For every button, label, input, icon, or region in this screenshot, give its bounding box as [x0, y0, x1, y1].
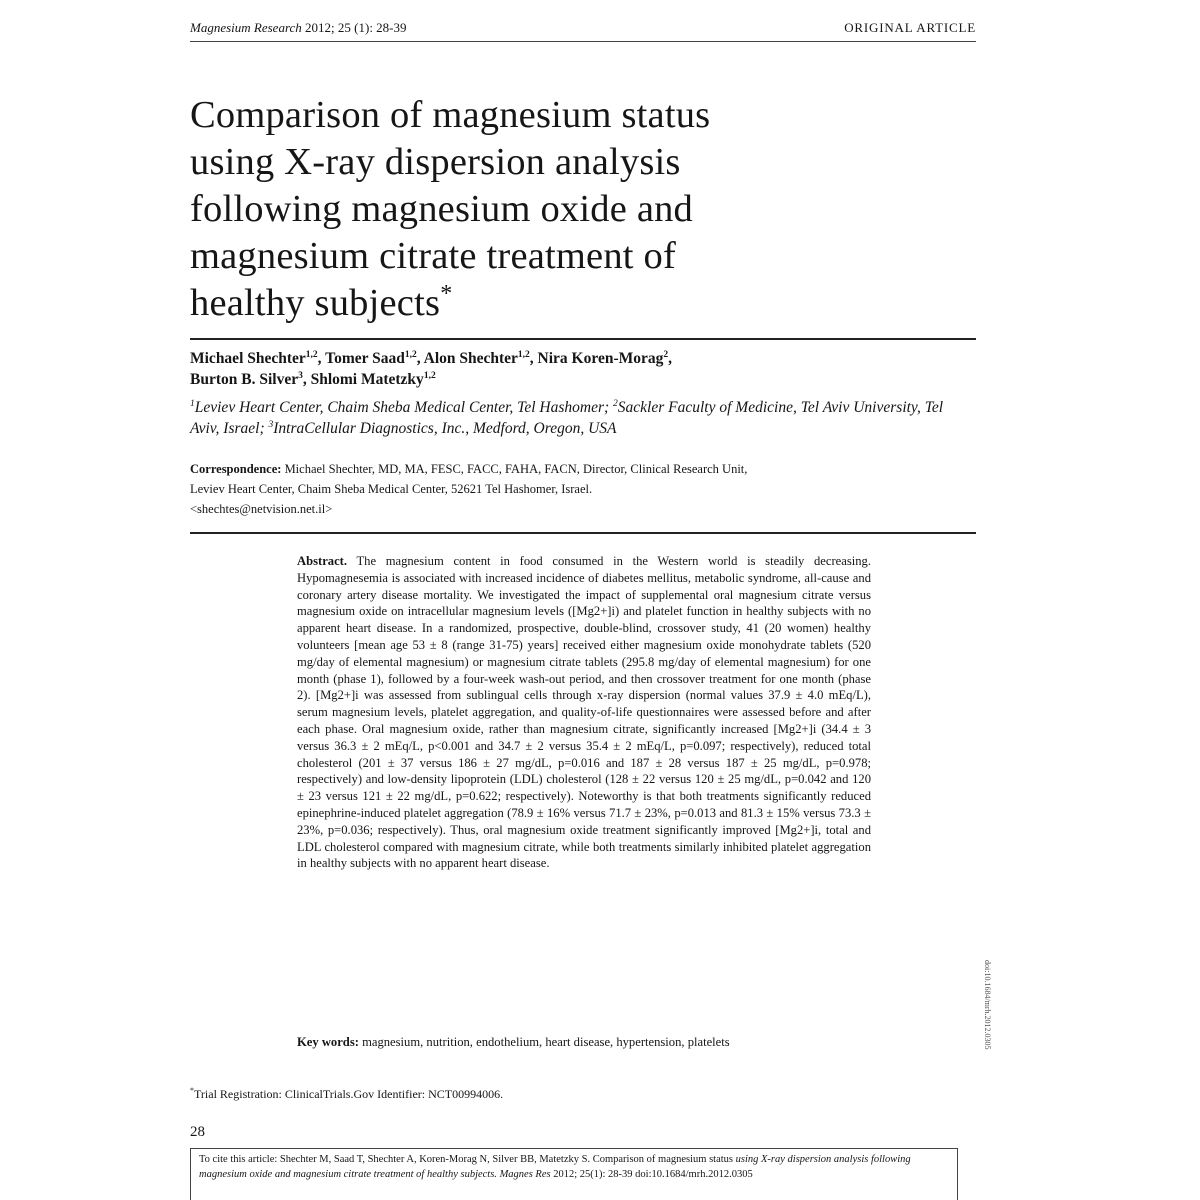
title-divider	[190, 338, 976, 340]
journal-citation	[190, 17, 407, 39]
affiliation-number: 1	[190, 399, 195, 409]
affiliation-text: IntraCellular Diagnostics, Inc., Medford, Oregon, USA	[273, 420, 617, 437]
affiliation-number: 2	[613, 399, 618, 409]
keywords-label: Key words:	[297, 1035, 359, 1049]
author-name: Nira Koren-Morag	[537, 350, 664, 367]
abstract	[297, 553, 871, 872]
author-separator: ,	[317, 350, 326, 367]
title-footnote-marker: *	[440, 281, 453, 307]
header-divider	[190, 41, 976, 42]
author-separator: ,	[416, 350, 424, 367]
author-affiliation: 3	[298, 371, 303, 381]
correspondence-email[interactable]: <shechtes@netvision.net.il>	[190, 502, 333, 516]
author-affiliation: 2	[663, 350, 669, 360]
keywords	[297, 1034, 871, 1051]
keywords-text: magnesium, nutrition, endothelium, heart disease, hypertension, platelets	[358, 1035, 730, 1049]
affiliations	[190, 397, 976, 439]
abstract-text: The magnesium content in food consumed in the Western world is steadily decreasing. Hypomagnesemia is associated with increased incidence of diabetes mellitus, metabolic syndrome, all-cause and coronary artery disease mortality. We investigated the impact of supplemental oral magnesium citrate versus magnesium oxide on intracellular magnesium levels ([Mg2+]i) and platelet function in healthy subjects with no apparent heart disease. In a randomized, prospective, double-blind, crossover study, 41 (20 women) healthy volunteers [mean age 53 ± 8 (range 31-75) years] received either magnesium oxide monohydrate tablets (520 mg/day of elemental magnesium) or magnesium citrate tablets (295.8 mg/day of elemental magnesium) for one month (phase 1), followed by a four-week wash-out period, and then crossover treatment for one month (phase 2). [Mg2+]i was assessed from sublingual cells through x-ray dispersion (normal values 37.9 ± 4.0 mEq/L), serum magnesium levels, platelet aggregation, and quality-of-life questionnaires were assessed before and after each phase. Oral magnesium oxide, rather than magnesium citrate, significantly increased [Mg2+]i (34.4 ± 3 versus 36.3 ± 2 mEq/L, p<0.001 and 34.7 ± 2 versus 35.4 ± 2 mEq/L, p=0.097; respectively), reduced total cholesterol (201 ± 37 versus 186 ± 27 mg/dL, p=0.016 and 187 ± 28 versus 187 ± 25 mg/dL, p=0.978; respectively) and low-density lipoprotein (LDL) cholesterol (128 ± 22 versus 120 ± 25 mg/dL, p=0.042 and 120 ± 23 versus 121 ± 22 mg/dL, p=0.622; respectively). Noteworthy is that both treatments significantly reduced epinephrine-induced platelet aggregation (78.9 ± 16% versus 71.7 ± 23%, p=0.013 and 81.3 ± 15% versus 73.3 ± 23%, p=0.036; respectively). Thus, oral magnesium oxide treatment significantly improved [Mg2+]i, total and LDL cholesterol compared with magnesium citrate, while both treatments similarly inhibited platelet aggregation in healthy subjects with no apparent heart disease.	[297, 554, 871, 871]
author-affiliation: 1,2	[423, 371, 436, 381]
author-separator: ,	[668, 350, 673, 367]
citation-title: using X-ray dispersion analysis following magnesium oxide and magnesium citrate treatment of healthy subjects.	[199, 1154, 911, 1180]
author-affiliation: 1,2	[517, 350, 530, 360]
article-title	[190, 92, 950, 327]
citation-journal: Magnes Res	[496, 1169, 551, 1180]
abstract-label: Abstract.	[297, 554, 348, 568]
journal-issue: 2012; 25 (1): 28-39	[305, 20, 407, 35]
citation-details: 2012; 25(1): 28-39 doi:10.1684/mrh.2012.0305	[550, 1169, 753, 1180]
author-list	[190, 348, 976, 390]
running-head	[190, 17, 976, 39]
side-doi: doi:10.1684/mrh.2012.0305	[983, 960, 992, 1050]
correspondence	[190, 459, 976, 519]
footnote-marker: *	[190, 1086, 194, 1095]
author-separator: ,	[529, 350, 538, 367]
correspondence-line: Michael Shechter, MD, MA, FESC, FACC, FAHA, FACN, Director, Clinical Research Unit,	[281, 462, 748, 476]
journal-name: Magnesium Research	[190, 20, 302, 35]
title-line: Comparison of magnesium status	[190, 94, 711, 136]
front-matter-divider	[190, 532, 976, 534]
trial-registration-footnote	[190, 1086, 790, 1102]
author-affiliation: 1,2	[305, 350, 318, 360]
author-name: Shlomi Matetzky	[310, 371, 424, 388]
title-line: using X-ray dispersion analysis	[190, 141, 681, 183]
footnote-text: Trial Registration: ClinicalTrials.Gov Identifier: NCT00994006.	[194, 1087, 504, 1101]
section-label: ORIGINAL ARTICLE	[844, 20, 976, 35]
author-separator: ,	[302, 371, 311, 388]
author-name: Alon Shechter	[423, 350, 518, 367]
author-affiliation: 1,2	[404, 350, 417, 360]
correspondence-line: Leviev Heart Center, Chaim Sheba Medical Center, 52621 Tel Hashomer, Israel.	[190, 482, 593, 496]
title-line: magnesium citrate treatment of	[190, 235, 676, 277]
page-number: 28	[190, 1124, 205, 1140]
title-line: following magnesium oxide and	[190, 188, 694, 230]
title-line: healthy subjects	[190, 282, 441, 324]
affiliation-number: 3	[268, 420, 274, 430]
correspondence-label: Correspondence:	[190, 462, 282, 476]
citation-text: To cite this article: Shechter M, Saad T, Shechter A, Koren-Morag N, Silver BB, Matetzky S. Comparison of magnesium status	[199, 1154, 736, 1165]
affiliation-text: Sackler Faculty of Medicine, Tel Aviv University, Tel Aviv, Israel;	[190, 399, 944, 437]
author-name: Tomer Saad	[325, 350, 405, 367]
author-name: Michael Shechter	[190, 350, 306, 367]
citation-box	[190, 1148, 958, 1200]
author-name: Burton B. Silver	[190, 371, 299, 388]
affiliation-text: Leviev Heart Center, Chaim Sheba Medical Center, Tel Hashomer;	[194, 399, 614, 416]
